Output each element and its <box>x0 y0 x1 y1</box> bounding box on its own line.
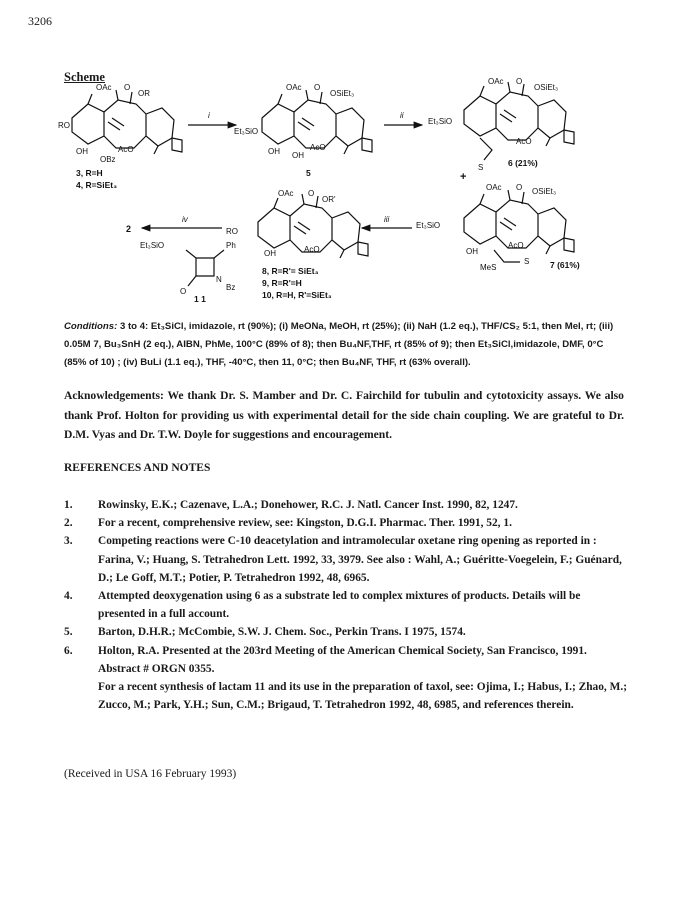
acknowledgements-text: We thank Dr. S. Mamber and Dr. C. Fairchild for tubulin and cytotoxicity assays. We also thank Prof. Holton for providing us with experimental detail for the side chain coupling. We are grateful to Dr. D.M. Vyas and Dr. T.W. Doyle for suggestions and encouragement. <box>64 389 624 441</box>
c4-o-label: O <box>308 189 315 198</box>
c2-id: 5 <box>306 168 311 178</box>
step-iv-label: iv <box>182 215 188 224</box>
c3-aco-label: AcO <box>516 137 532 146</box>
c5-oh-label: OH <box>466 247 478 256</box>
reference-item <box>64 623 629 641</box>
reference-text: For a recent, comprehensive review, see: Kingston, D.G.I. Pharmac. Ther. 1991, 52, 1. <box>98 517 512 530</box>
c3-osiet3-label: OSiEt₃ <box>534 83 559 92</box>
c2-aco-label: AcO <box>310 143 326 152</box>
c5-mes-label: MeS <box>480 263 497 272</box>
reference-text: Competing reactions were C-10 deacetylation and intramolecular oxetane ring opening as reported in : Farina, V.; Huang, S. Tetrahedron Lett. 1992, 33, 3979. See also : Wahl, A.; Guéritte-Voegelein, F.; Guénard, D.; Le Goff, M.T.; Potier, P. Tetrahedron 1992, 48, 6965. <box>98 535 622 584</box>
c6-et3sio-label: Et₃SiO <box>140 241 165 250</box>
c4-aco-label: AcO <box>304 245 320 254</box>
c2-et3sio-label: Et₃SiO <box>234 127 259 136</box>
c5-id: 7 (61%) <box>550 260 580 270</box>
reference-item <box>64 496 629 514</box>
c1-ro-label: RO <box>58 121 70 130</box>
plus-sign: + <box>460 171 467 183</box>
c5-aco-label: AcO <box>508 241 524 250</box>
conditions-label: Conditions: <box>64 321 118 332</box>
c5-o-label: O <box>516 183 523 192</box>
c4-oh-label: OH <box>264 249 276 258</box>
c1-or-label: OR <box>138 89 150 98</box>
step-iii-label: iii <box>384 215 390 224</box>
scheme-conditions <box>64 318 624 372</box>
product-label: 2 <box>126 224 132 234</box>
reference-text: Holton, R.A. Presented at the 203rd Meeting of the American Chemical Society, San Francisco, 1991. Abstract # ORGN 0355. <box>98 644 587 675</box>
reference-extra-text: For a recent synthesis of lactam 11 and its use in the preparation of taxol, see: Ojima, I.; Habus, I.; Zhao, M.; Zucco, M.; Park, Y.H.; Sun, C.M.; Brigaud, T. Tetrahedron 1992, 48, 6985, and references therein. <box>98 681 628 712</box>
c4-oac-label: OAc <box>278 189 294 198</box>
c1-id-2: 4, R=SiEt₃ <box>76 180 118 190</box>
c3-id: 6 (21%) <box>508 158 538 168</box>
reference-number: 4. <box>64 590 73 603</box>
received-date: (Received in USA 16 February 1993) <box>64 768 237 780</box>
reference-text: Attempted deoxygenation using 6 as a substrate led to complex mixtures of products. Details will be presented in a full account. <box>98 590 581 621</box>
c4-or-label: OR' <box>322 195 336 204</box>
c6-n-label: N <box>216 275 222 284</box>
scheme-label: Scheme <box>64 70 105 84</box>
c2-o-label: O <box>314 83 321 92</box>
c4-ro-label: RO <box>226 227 238 236</box>
references-heading: REFERENCES AND NOTES <box>64 462 211 474</box>
c6-o-label: O <box>180 287 187 296</box>
reference-number: 2. <box>64 517 73 530</box>
c1-oh-label: OH <box>76 147 88 156</box>
c2-oac-label: OAc <box>286 83 302 92</box>
reference-number: 1. <box>64 499 73 511</box>
references-list <box>64 496 629 714</box>
reference-text: Barton, D.H.R.; McCombie, S.W. J. Chem. Soc., Perkin Trans. I 1975, 1574. <box>98 626 466 639</box>
reference-item <box>64 532 629 587</box>
reference-item <box>64 642 629 715</box>
reference-item <box>64 514 629 532</box>
reference-number: 5. <box>64 626 73 639</box>
c3-o-label: O <box>516 77 523 86</box>
c6-ph-label: Ph <box>226 241 236 250</box>
reference-number: 6. <box>64 644 73 657</box>
c5-oac-label: OAc <box>486 183 502 192</box>
c1-id-1: 3, R=H <box>76 168 103 178</box>
acknowledgements <box>64 386 624 445</box>
c2-oh2-label: OH <box>292 151 304 160</box>
c5-osiet3-label: OSiEt₃ <box>532 187 557 196</box>
c1-aco-label: AcO <box>118 145 134 154</box>
step-i-label: i <box>208 111 210 120</box>
c4-id-2: 9, R=R'=H <box>262 278 302 288</box>
c6-bz-label: Bz <box>226 283 236 292</box>
c2-oh-label: OH <box>268 147 280 156</box>
acknowledgements-lead: Acknowledgements: <box>64 389 164 402</box>
page-number: 3206 <box>28 14 52 28</box>
c5-s-label: S <box>524 257 530 266</box>
c1-o-label: O <box>124 83 131 92</box>
c5-et3sio-label: Et₃SiO <box>416 221 441 230</box>
c3-oac-label: OAc <box>488 77 504 86</box>
c6-id: 1 1 <box>194 294 206 304</box>
c4-id-3: 10, R=H, R'=SiEt₃ <box>262 290 332 300</box>
reference-number: 3. <box>64 535 73 548</box>
conditions-text: 3 to 4: Et₃SiCl, imidazole, rt (90%); (i) MeONa, MeOH, rt (25%); (ii) NaH (1.2 eq.), THF/CS₂ 5:1, then MeI, rt; (iii) 0.05M 7, Bu₃SnH (2 eq.), AIBN, PhMe, 100°C (89% of 8); then Bu₄NF,THF, rt (85% of 9); then Et₃SiCl,imidazole, DMF, 0°C (85% of 10) ; (iv) BuLi (1.1 eq.), THF, -40°C, then 11, 0°C; then Bu₄NF, THF, rt (63% overall). <box>64 321 614 368</box>
step-ii-label: ii <box>400 111 404 120</box>
c1-oac-label: OAc <box>96 83 112 92</box>
c1-obz-label: OBz <box>100 155 116 164</box>
reference-text: Rowinsky, E.K.; Cazenave, L.A.; Donehower, R.C. J. Natl. Cancer Inst. 1990, 82, 1247. <box>98 499 518 511</box>
c3-et3sio-label: Et₃SiO <box>428 117 453 126</box>
c2-osiet3-label: OSiEt₃ <box>330 89 355 98</box>
reference-item <box>64 587 629 623</box>
c3-s-label: S <box>478 163 484 172</box>
c4-id-1: 8, R=R'= SiEt₃ <box>262 266 319 276</box>
